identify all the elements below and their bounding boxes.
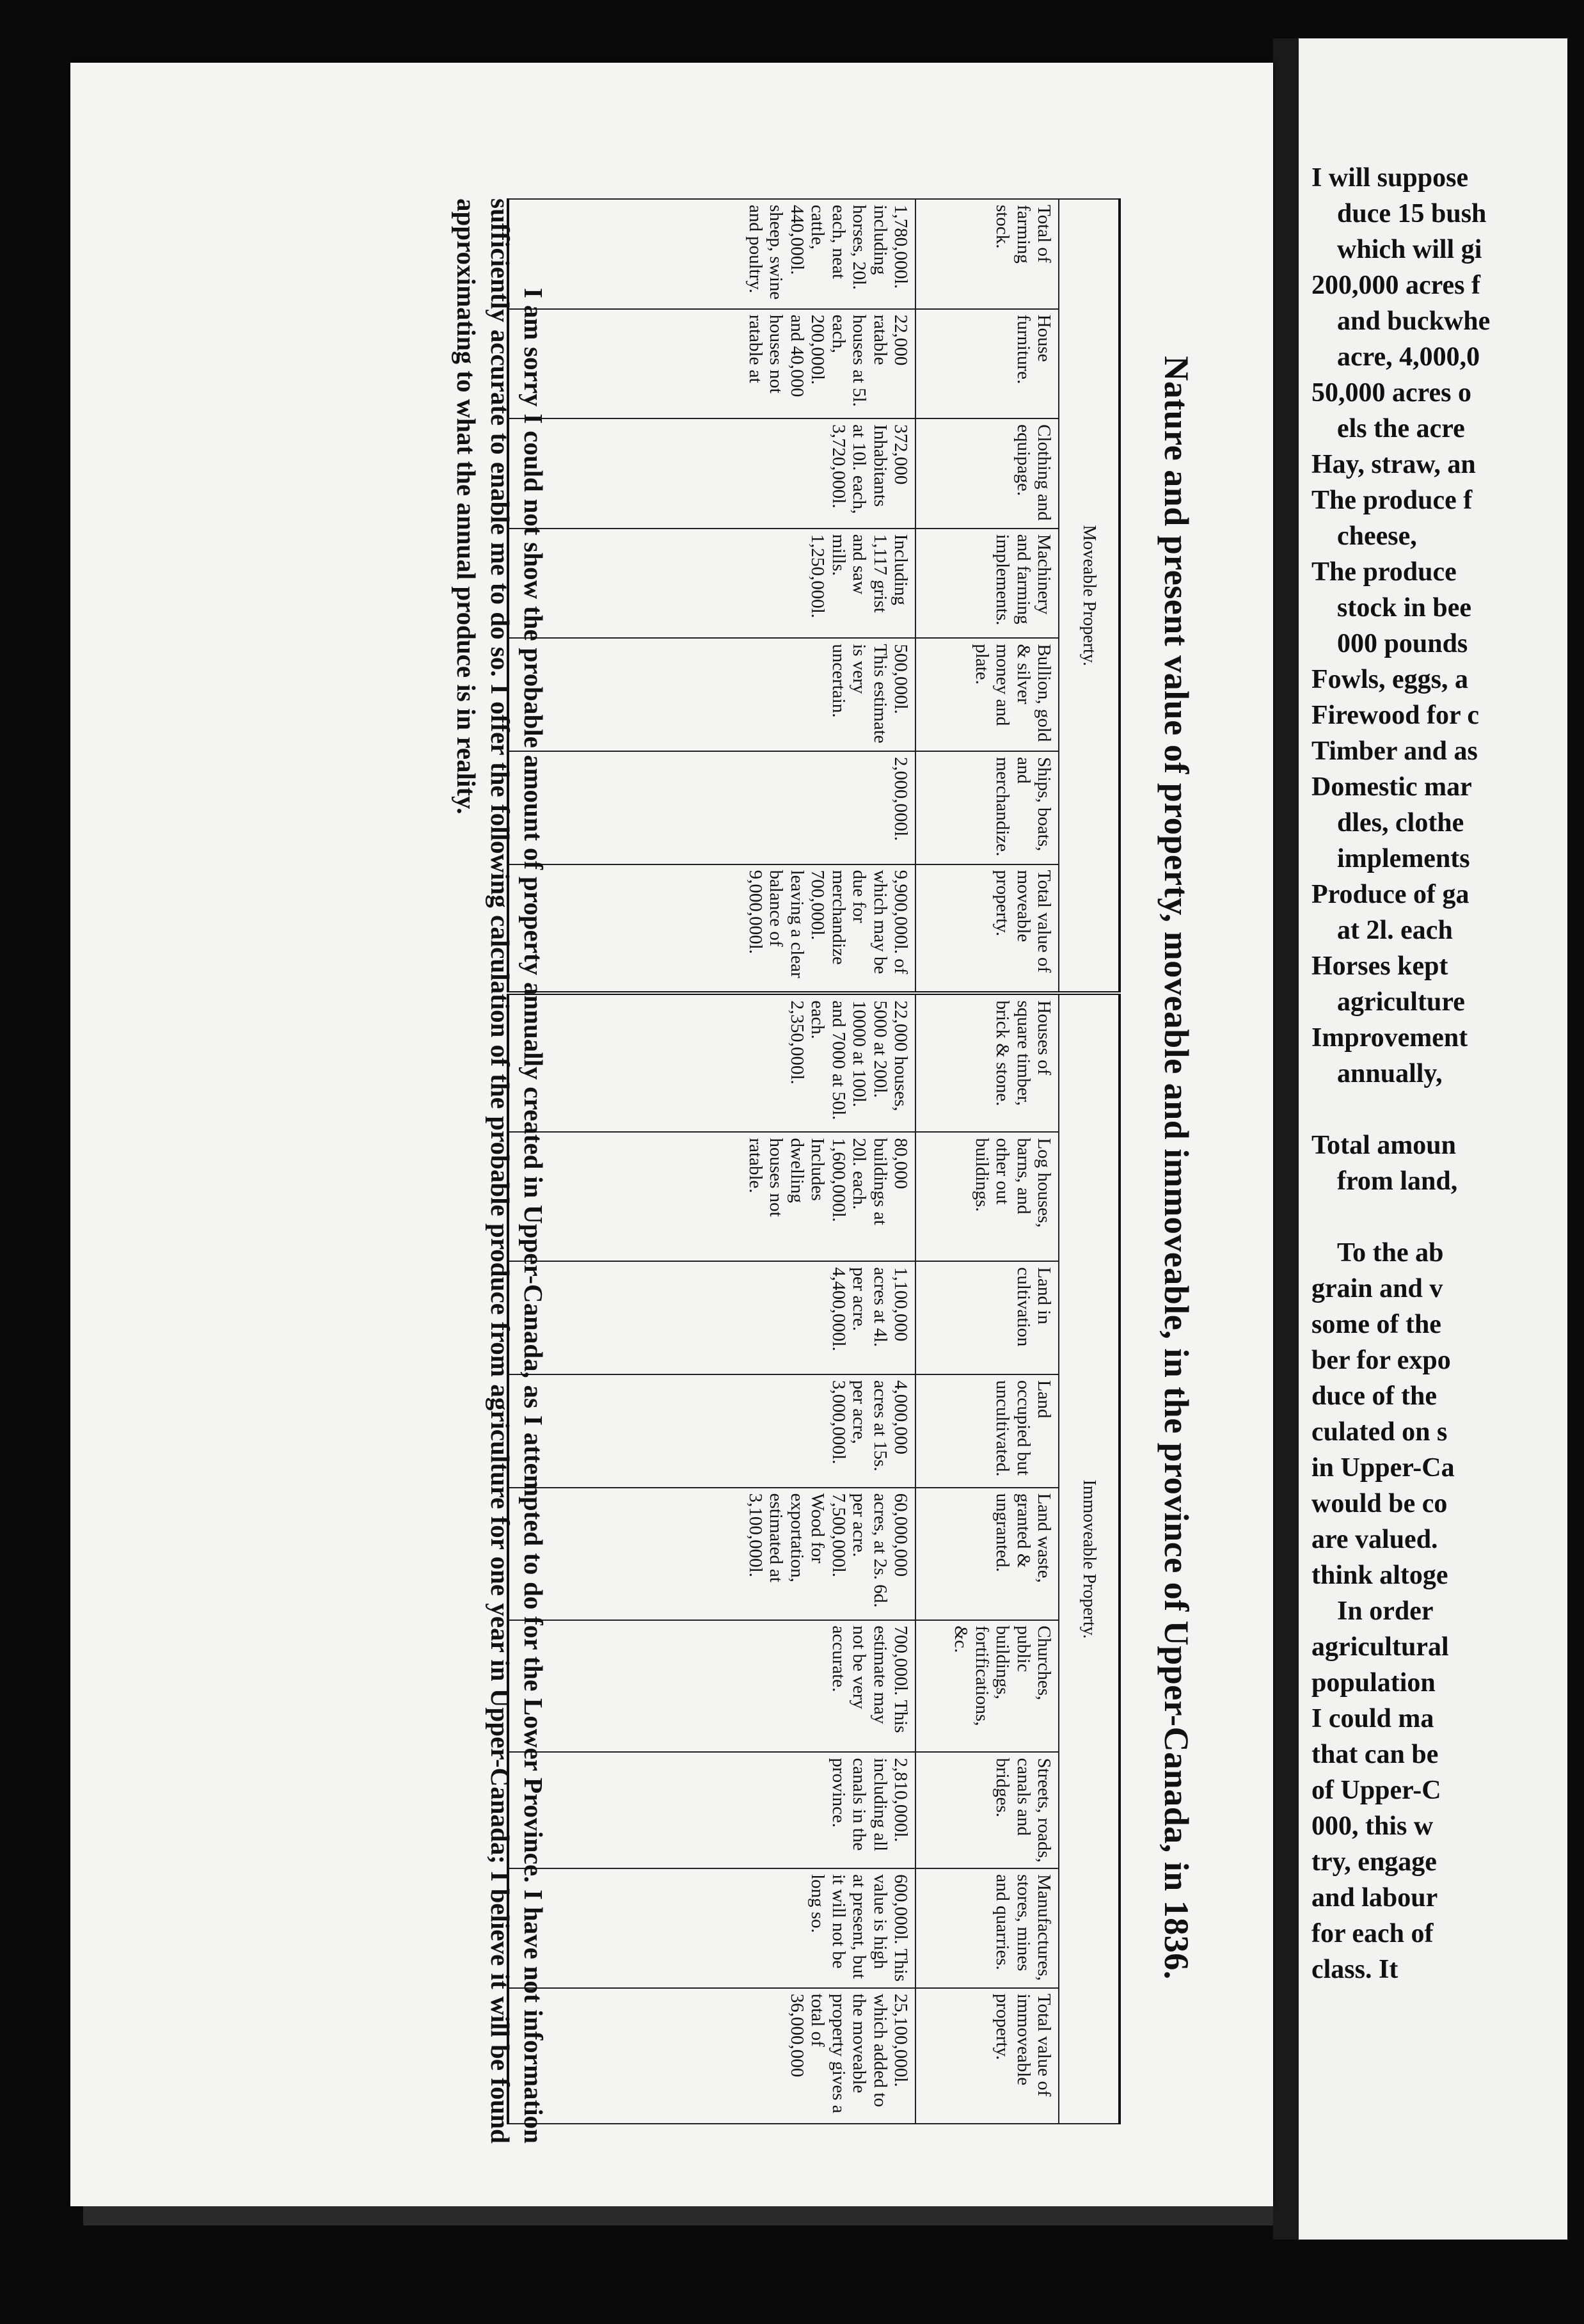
table-cell: 9,900,000l. of which may be due for merchandize 700,000l. leaving a clear balance of 9,000,000l.: [606, 864, 915, 994]
moveable-group-label: Moveable Property.: [1059, 199, 1120, 993]
table-cell: 372,000 Inhabitants at 10l. each, 3,720,000l.: [606, 418, 915, 529]
table-cell: 600,000l. This value is high at present, but it will not be long so.: [606, 1868, 915, 1988]
column-header: Log houses, barns, and other out buildings.: [915, 1132, 1059, 1261]
text-line: ber for expo: [1311, 1346, 1451, 1375]
text-line: Fowls, eggs, a: [1311, 665, 1468, 694]
page-gutter: [1273, 38, 1299, 2240]
text-line: and labour: [1311, 1883, 1438, 1913]
column-header: Land waste, granted & ungranted.: [915, 1488, 1059, 1620]
column-header: Land in cultivation: [915, 1261, 1059, 1374]
text-line: from land,: [1337, 1166, 1458, 1196]
value-row: [606, 199, 915, 2124]
column-header: Houses of square timber, brick & stone.: [915, 993, 1059, 1132]
column-header: Churches, public buildings, fortifications, &c.: [915, 1620, 1059, 1753]
text-line: some of the: [1311, 1310, 1441, 1339]
text-line: population: [1311, 1668, 1436, 1698]
table-cell: 1,100,000 acres at 4l. per acre. 4,400,000l.: [606, 1261, 915, 1374]
table-cell: 2,000,000l.: [606, 751, 915, 864]
text-line: class. It: [1311, 1955, 1398, 1984]
rotated-table-block: [441, 160, 1196, 2176]
text-line: To the ab: [1337, 1238, 1444, 1268]
text-line: in Upper-Ca: [1311, 1453, 1455, 1483]
page-edge: [83, 2206, 1273, 2225]
column-header: Bullion, gold & silver money and plate.: [915, 638, 1059, 751]
text-line: cheese,: [1337, 521, 1417, 551]
text-line: In order: [1337, 1596, 1434, 1626]
column-header: Total value of moveable property.: [915, 864, 1059, 994]
column-header: Total value of immoveable property.: [915, 1988, 1059, 2124]
text-line: Hay, straw, an: [1311, 450, 1476, 479]
text-line: Firewood for c: [1311, 701, 1480, 730]
text-line: Horses kept: [1311, 951, 1448, 981]
text-line: Improvement: [1311, 1023, 1468, 1053]
immoveable-group-label: Immoveable Property.: [1059, 993, 1120, 2124]
property-table: [507, 198, 1121, 2124]
right-page-text: [1311, 160, 1580, 1987]
text-line: implements: [1337, 844, 1470, 873]
text-line: I will suppose: [1311, 163, 1469, 193]
table-cell: 2,810,000l. including all canals in the province.: [606, 1752, 915, 1868]
text-line: agriculture: [1337, 987, 1465, 1017]
text-line: and buckwhe: [1337, 306, 1491, 336]
blank-line: [1311, 1199, 1580, 1235]
text-line: Timber and as: [1311, 736, 1478, 766]
text-line: Domestic mar: [1311, 772, 1472, 802]
text-line: for each of: [1311, 1919, 1434, 1948]
text-line: grain and v: [1311, 1274, 1443, 1303]
text-line: would be co: [1311, 1489, 1448, 1518]
column-header: Clothing and equipage.: [915, 418, 1059, 529]
table-cell: Including 1,117 grist and saw mills. 1,250,000l.: [606, 529, 915, 639]
column-header-row: [915, 199, 1059, 2124]
text-line: which will gi: [1337, 235, 1482, 264]
text-line: of Upper-C: [1311, 1776, 1441, 1805]
text-line: 50,000 acres o: [1311, 378, 1472, 408]
column-header: Manufactures, stores, mines and quarries.: [915, 1868, 1059, 1988]
table-cell: 22,000 houses, 5000 at 200l. 10000 at 100l. and 7000 at 50l. each. 2,350,000l.: [606, 993, 915, 1132]
column-header: Land occupied but uncultivated.: [915, 1374, 1059, 1488]
text-line: that can be: [1311, 1740, 1439, 1769]
text-line: dles, clothe: [1337, 808, 1464, 838]
table-title: Nature and present value of property, moveable and immoveable, in the province of Upper-Canada, in 1836.: [1157, 356, 1196, 1980]
text-line: try, engage: [1311, 1847, 1437, 1877]
group-header-row: [1059, 199, 1120, 2124]
text-line: at 2l. each: [1337, 916, 1453, 945]
text-line: 000 pounds: [1337, 629, 1468, 658]
text-line: I could ma: [1311, 1704, 1434, 1733]
text-line: 000, this w: [1311, 1811, 1434, 1841]
column-header: Ships, boats, and merchandize.: [915, 751, 1059, 864]
text-line: The produce: [1311, 557, 1457, 587]
text-line: The produce f: [1311, 486, 1473, 515]
table-cell: 4,000,000 acres at 15s. per acre, 3,000,000l.: [606, 1374, 915, 1488]
table-cell: 500,000l. This estimate is very uncertain.: [606, 638, 915, 751]
column-header: House furniture.: [915, 309, 1059, 419]
table-cell: 25,100,000l. which added to the moveable property gives a total of 36,000,000: [606, 1988, 915, 2124]
table-cell: 1,780,000l. including horses, 20l. each, neat cattle, 440,000l. sheep, swine and poultry.: [606, 199, 915, 309]
text-line: think altoge: [1311, 1561, 1448, 1590]
text-line: acre, 4,000,0: [1337, 342, 1480, 372]
text-line: duce of the: [1311, 1381, 1437, 1411]
table-cell: 700,000l. This estimate may not be very accurate.: [606, 1620, 915, 1753]
text-line: culated on s: [1311, 1417, 1448, 1447]
table-cell: 80,000 buildings at 20l. each. 1,600,000l. Includes dwelling houses not ratable.: [606, 1132, 915, 1261]
table-cell: 60,000,000 acres, at 2s. 6d. per acre. 7,500,000l. Wood for exportation, estimated at 3,100,000l.: [606, 1488, 915, 1620]
note-text: I am sorry I could not show the probable amount of property annually created in Upper-Canada, as I attempted to do for the Lower Province. I have not information sufficiently accurate to enable me to do so. I offer the following calculation of the probable produce from agriculture for one year in Upper-Canada; I believe it will be found approximating to what the annual produce is in reality.: [452, 198, 548, 2144]
text-line: els the acre: [1337, 414, 1465, 443]
text-line: duce 15 bush: [1337, 199, 1487, 228]
column-header: Total of farming stock.: [915, 199, 1059, 309]
note-paragraph: [450, 198, 550, 2144]
column-header: Streets, roads, canals and bridges.: [915, 1752, 1059, 1868]
blank-line: [1311, 1092, 1580, 1127]
text-line: 200,000 acres f: [1311, 271, 1480, 300]
text-line: are valued.: [1311, 1525, 1438, 1554]
text-line: Produce of ga: [1311, 880, 1469, 909]
column-header: Machinery and farming implements.: [915, 529, 1059, 639]
text-line: Total amoun: [1311, 1131, 1457, 1160]
table-cell: 22,000 ratable houses at 5l. each, 200,000l. and 40,000 houses not ratable at: [606, 309, 915, 419]
text-line: annually,: [1337, 1059, 1443, 1088]
text-line: stock in bee: [1337, 593, 1471, 623]
text-line: agricultural: [1311, 1632, 1449, 1662]
